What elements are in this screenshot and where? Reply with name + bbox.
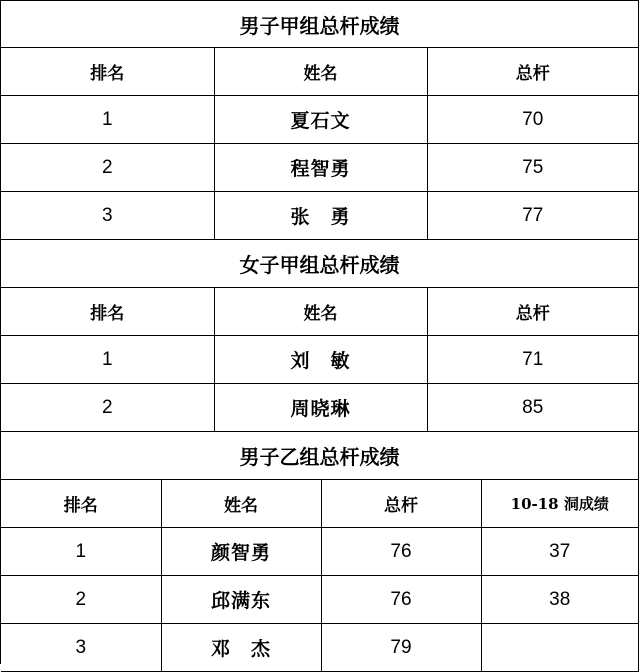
col-header-total: 总杆 (427, 48, 639, 96)
name-cell: 夏石文 (214, 96, 427, 144)
total-cell: 79 (321, 624, 481, 672)
name-cell: 刘 敏 (214, 336, 427, 384)
header-row (1, 480, 639, 528)
rank-cell: 2 (1, 576, 161, 624)
col-header-back-nine: 10-18 洞成绩 (481, 480, 639, 528)
col-header-rank: 排名 (1, 480, 161, 528)
name-cell: 程智勇 (214, 144, 427, 192)
col-header-name: 姓名 (161, 480, 321, 528)
total-cell: 71 (427, 336, 639, 384)
rank-cell: 2 (1, 384, 214, 432)
section-title: 男子乙组总杆成绩 (1, 432, 639, 480)
table-row (1, 624, 639, 672)
name-cell: 颜智勇 (161, 528, 321, 576)
name-cell: 周晓琳 (214, 384, 427, 432)
section-title: 男子甲组总杆成绩 (1, 1, 639, 48)
table-row (1, 144, 639, 192)
name-cell: 邱满东 (161, 576, 321, 624)
table-row (1, 336, 639, 384)
back-nine-cell: 38 (481, 576, 639, 624)
rank-cell: 1 (1, 528, 161, 576)
col-header-rank: 排名 (1, 48, 214, 96)
mens-group-a-table (1, 1, 639, 240)
rank-cell: 2 (1, 144, 214, 192)
col-header-total: 总杆 (321, 480, 481, 528)
header-row (1, 288, 639, 336)
col-header-name: 姓名 (214, 48, 427, 96)
back-nine-cell: 37 (481, 528, 639, 576)
section-title: 女子甲组总杆成绩 (1, 240, 639, 288)
col-header-rank: 排名 (1, 288, 214, 336)
total-cell: 75 (427, 144, 639, 192)
table-row (1, 192, 639, 240)
col-header-name: 姓名 (214, 288, 427, 336)
table-row (1, 528, 639, 576)
name-cell: 张 勇 (214, 192, 427, 240)
total-cell: 76 (321, 576, 481, 624)
rank-cell: 3 (1, 624, 161, 672)
womens-group-a-table (1, 240, 639, 432)
header-row (1, 48, 639, 96)
name-cell: 邓 杰 (161, 624, 321, 672)
total-cell: 76 (321, 528, 481, 576)
col-header-total: 总杆 (427, 288, 639, 336)
total-cell: 70 (427, 96, 639, 144)
table-row (1, 96, 639, 144)
table-row (1, 384, 639, 432)
total-cell: 77 (427, 192, 639, 240)
rank-cell: 3 (1, 192, 214, 240)
back-nine-cell (481, 624, 639, 672)
mens-group-b-table (1, 432, 639, 672)
rank-cell: 1 (1, 336, 214, 384)
total-cell: 85 (427, 384, 639, 432)
rank-cell: 1 (1, 96, 214, 144)
table-row (1, 576, 639, 624)
